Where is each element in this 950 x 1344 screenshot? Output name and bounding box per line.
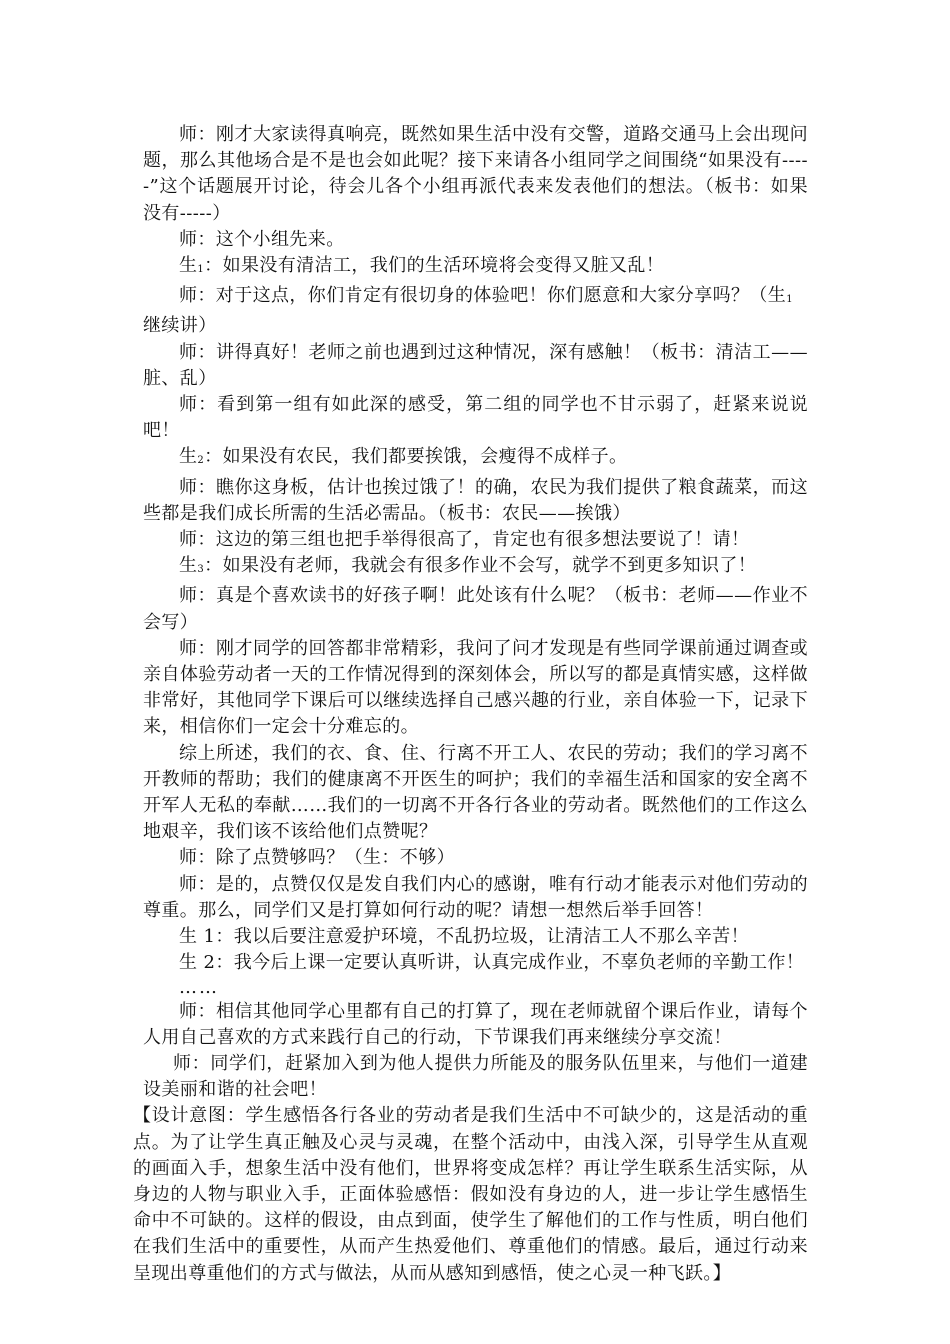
speech-text: 如果没有老师，我就会有很多作业不会写，就学不到更多知识了！ [222, 555, 757, 577]
paragraph: 综上所述，我们的衣、食、住、行离不开工人、农民的劳动；我们的学习离不开教师的帮助；我们的健康离不开医生的呵护；我们的幸福生活和国家的安全离不开军人无私的奉献……我们的一切离不开各行各业的劳动者。既然他们的工作这么地艰辛，我们该不该给他们点赞呢？ [143, 742, 808, 843]
paragraph: 师：刚才大家读得真响亮，既然如果生活中没有交警，道路交通马上会出现问题，那么其他场合是不是也会如此呢？接下来请各小组同学之间围绕“如果没有-----”这个话题展开讨论，待会儿各个小组再派代表来发表他们的想法。（板书：如果没有-----） [143, 124, 808, 224]
document-body [133, 122, 808, 1287]
paragraph: 师：刚才同学的回答都非常精彩，我问了问才发现是有些同学课前通过调查或亲自体验劳动者一天的工作情况得到的深刻体会，所以写的都是真情实感，这样做非常好，其他同学下课后可以继续选择自己感兴趣的行业，亲自体验一下，记录下来，相信你们一定会十分难忘的。 [143, 637, 808, 738]
paragraph: 生 2：我今后上课一定要认真听讲，认真完成作业，不辜负老师的辛勤工作！ [179, 952, 805, 974]
colon: ： [204, 255, 223, 277]
paragraph [143, 444, 808, 474]
speech-text: 师：对于这点，你们肯定有很切身的体验吧！你们愿意和大家分享吗？（生 [179, 285, 787, 307]
paragraph: 师：这边的第三组也把手举得很高了，肯定也有很多想法要说了！请！ [179, 529, 750, 551]
colon: ： [204, 446, 223, 468]
speaker-label: 生 [179, 555, 198, 577]
speaker-subscript: 1 [197, 264, 205, 276]
speech-text: 如果没有清洁工，我们的生活环境将会变得又脏又乱！ [222, 255, 665, 277]
speaker-label: 生 [179, 446, 198, 468]
paragraph: 师：这个小组先来。 [179, 228, 345, 250]
paragraph: 师：真是个喜欢读书的好孩子啊！此处该有什么呢？（板书：老师——作业不会写） [143, 585, 808, 633]
speaker-label: 生 [179, 255, 198, 277]
speech-text: 如果没有农民，我们都要挨饿，会瘦得不成样子。 [222, 446, 628, 468]
speech-text: 继续讲） [143, 315, 217, 337]
speaker-subscript: 3 [197, 564, 205, 576]
paragraph: 生 1：我以后要注意爱护环境，不乱扔垃圾，让清洁工人不那么辛苦！ [179, 926, 749, 948]
speaker-subscript: 1 [786, 294, 793, 306]
paragraph: 师：瞧你这身板，估计也挨过饿了！的确，农民为我们提供了粮食蔬菜，而这些都是我们成长所需的生活必需品。（板书：农民——挨饿） [143, 476, 808, 524]
paragraph: 师：相信其他同学心里都有自己的打算了，现在老师就留个课后作业，请每个人用自己喜欢的方式来践行自己的行动，下节课我们再来继续分享交流！ [143, 1000, 808, 1048]
paragraph [143, 553, 808, 583]
paragraph [143, 283, 808, 339]
paragraph: 师：除了点赞够吗？（生：不够） [179, 847, 455, 869]
paragraph: 师：是的，点赞仅仅是发自我们内心的感谢，唯有行动才能表示对他们劳动的尊重。那么，同学们又是打算如何行动的呢？请想一想然后举手回答！ [143, 873, 808, 921]
paragraph: 师：看到第一组有如此深的感受，第二组的同学也不甘示弱了，赶紧来说说吧！ [143, 394, 808, 442]
colon: ： [204, 555, 223, 577]
speaker-subscript: 2 [197, 455, 205, 467]
design-intent-paragraph: 【设计意图：学生感悟各行各业的劳动者是我们生活中不可缺少的，这是活动的重点。为了让学生真正触及心灵与灵魂，在整个活动中，由浅入深，引导学生从直观的画面入手，想象生活中没有他们，世界将变成怎样？再让学生联系生活实际，从身边的人物与职业入手，正面体验感悟：假如没有身边的人，进一步让学生感悟生命中不可缺的。这样的假设，由点到面，使学生了解他们的工作与性质，明白他们在我们生活中的重要性，从而产生热爱他们、尊重他们的情感。最后，通过行动来呈现出尊重他们的方式与做法，从而从感知到感悟，使之心灵一种飞跃。】 [133, 1105, 808, 1284]
ellipsis: …… [179, 976, 219, 998]
paragraph [143, 253, 808, 283]
paragraph: 师：讲得真好！老师之前也遇到过这种情况，深有感触！（板书：清洁工——脏、乱） [143, 341, 808, 389]
paragraph: 师：同学们，赶紧加入到为他人提供力所能及的服务队伍里来，与他们一道建设美丽和谐的社会吧！ [143, 1052, 808, 1101]
